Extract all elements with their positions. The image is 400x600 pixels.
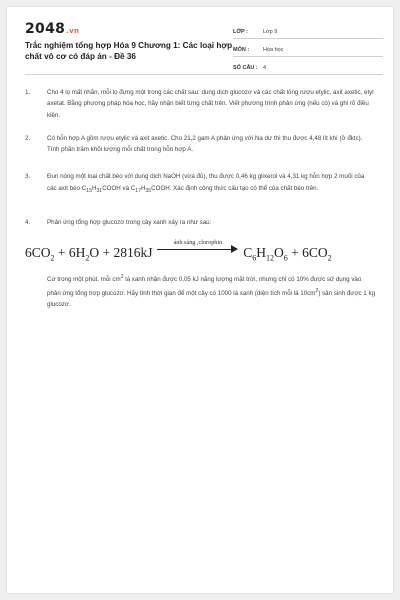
reaction-arrow (157, 238, 239, 257)
question-text: Đun nóng một loại chất béo với dung dịch NaOH (vừa đủ), thu được 0,46 kg glixerol và 4,31 kg hỗn hợp 2 muối của các axit béo $C_{15}H_{31}COOH$ và $C_{17}H_{35}COOH$. Xác định công thức cấu tạo có thể của chất béo trên. (47, 173, 365, 195)
document-page (6, 6, 394, 594)
question-number: 2. (25, 134, 31, 142)
question-item (25, 217, 375, 228)
meta-value: Hóa học (263, 47, 284, 53)
question-item (25, 133, 375, 156)
reaction-condition: ánh sáng ,clorophin (173, 238, 223, 246)
question-item (25, 87, 375, 121)
logo-suffix: .vn (66, 27, 80, 35)
meta-label: LỚP : (233, 29, 248, 35)
meta-label: MÔN : (233, 47, 250, 53)
question-item (25, 171, 375, 197)
question-text: Cho 4 lọ mất nhãn, mỗi lọ đựng một trong các chất sau: dung dịch glucozơ và các chất lỏng rượu etylic, axit axetic, etyl axetat. Bằng phương pháp hóa học, hãy nhận biết từng chất trên. Viết phương trình phản ứng (nếu có) và ghi rõ điều kiện. (47, 89, 374, 119)
meta-value: Lớp 9 (263, 29, 278, 35)
meta-value: 4 (263, 65, 267, 71)
header-divider (25, 74, 375, 75)
meta-label: SỐ CÂU : (233, 65, 258, 71)
page-title: Trắc nghiệm tổng hợp Hóa 9 Chương 1: Các loại hợp chất vô cơ có đáp án - Đề 36 (25, 41, 233, 61)
meta-row-class (233, 21, 383, 39)
site-logo[interactable] (25, 21, 79, 37)
arrow-right-icon (231, 245, 238, 253)
question-intro: Phản ứng tổng hợp glucozơ trong cây xanh xảy ra như sau: (47, 219, 212, 227)
meta-row-count (233, 57, 383, 75)
question-list (25, 87, 375, 310)
question-number: 4. (25, 219, 31, 227)
question-number: 3. (25, 173, 31, 181)
chemical-equation: $6CO_2 + 6H_2O + 2816kJ$ ánh sáng ,clorophin $C_6H_{12}O_6 + 6CO_2$ (25, 241, 375, 267)
question-body: Cứ trong một phút, mỗi $cm^2$ lá xanh nhận được 0,05 kJ năng lượng mặt trời, nhưng chỉ có 10% được sử dụng vào phản ứng tổng hợp glucozơ. Hãy tính thời gian để một cây có 1000 lá xanh (diện tích mỗi lá $10cm^2$) sản sinh được 1 kg glucozơ. (47, 274, 376, 309)
meta-row-subject (233, 39, 383, 57)
question-text: Có hỗn hợp A gồm rượu etylic và axit axetic. Cho 21,2 gam A phản ứng với Na dư thì thu được 4,48 lít khí (ở đktc). Tính phần trăm khối lượng mỗi chất trong hỗn hợp A. (47, 134, 363, 154)
question-number: 1. (25, 89, 31, 96)
meta-info (233, 21, 383, 75)
logo-text: 2048 (25, 21, 66, 37)
